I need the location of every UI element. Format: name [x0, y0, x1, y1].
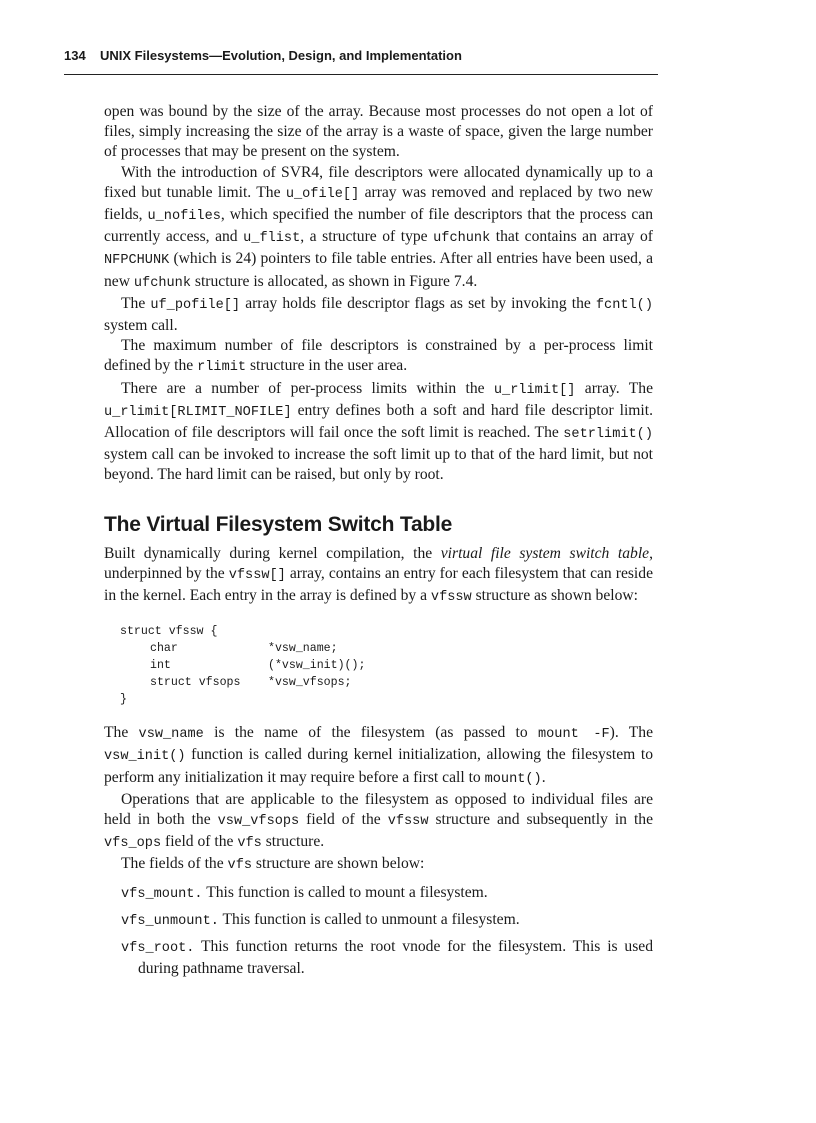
paragraph-vfssw-intro: Built dynamically during kernel compilation, the virtual file system switch table, underpinned by the vfssw[] array, contains an entry for each filesystem that can reside in the kernel. Each entry in the array is defined by a vfssw structure as shown below: [104, 544, 653, 606]
code-term: vfssw[] [228, 567, 286, 583]
code-term: fcntl() [595, 297, 653, 313]
code-term: ufchunk [433, 231, 491, 247]
list-item: vfs_root. This function returns the root vnode for the filesystem. This is used during pathname traversal. [121, 938, 653, 978]
code-line: struct vfsops *vsw_vfsops; [150, 676, 352, 690]
code-term: ufchunk [133, 275, 191, 291]
code-term: vfs_unmount. [121, 913, 219, 929]
code-term: setrlimit() [563, 427, 653, 443]
code-term: u_rlimit[] [493, 382, 576, 398]
code-listing-vfssw [120, 623, 653, 708]
paragraph-vfs-fields: The fields of the vfs structure are shown below: [121, 855, 425, 874]
code-term: u_rlimit[RLIMIT_NOFILE] [104, 404, 292, 420]
paragraph-array-size: open was bound by the size of the array. Because most processes do not open a lot of files, simply increasing the size of the array is a waste of space, given the large number of processes that may be present on the system. [104, 103, 653, 161]
code-term: vfssw [430, 590, 472, 606]
paragraph-rlimit: There are a number of per-process limits within the u_rlimit[] array. The u_rlimit[RLIMIT_NOFILE] entry defines both a soft and hard file descriptor limit. Allocation of file descriptors will fail once the soft limit is reached. The setrlimit() system call can be invoked to increase the soft limit up to that of the hard limit, but not beyond. The hard limit can be raised, but only by root. [104, 379, 653, 484]
code-term: mount() [484, 771, 542, 787]
code-term: u_flist [243, 231, 301, 247]
page-body [104, 102, 653, 985]
code-term: mount -F [537, 727, 610, 743]
code-term: vfs [227, 858, 253, 874]
code-line: char *vsw_name; [150, 642, 338, 656]
code-line: int (*vsw_init)(); [150, 659, 366, 673]
code-line: } [120, 693, 127, 707]
code-term: u_nofiles [147, 209, 221, 225]
code-term: uf_pofile[] [150, 297, 241, 313]
code-term: vfs [237, 836, 262, 852]
page-number: 134 [64, 48, 86, 63]
book-title: UNIX Filesystems—Evolution, Design, and Implementation [100, 48, 462, 63]
code-term: NFPCHUNK [104, 253, 170, 269]
paragraph-vfsops: Operations that are applicable to the filesystem as opposed to individual files are held in both the vsw_vfsops field of the vfssw structure and subsequently in the vfs_ops field of the vfs structure. [104, 790, 653, 852]
code-term: vsw_name [138, 727, 204, 743]
code-term: vfssw [387, 814, 429, 830]
paragraph-svr4-allocation: With the introduction of SVR4, file descriptors were allocated dynamically up to a fixed but tunable limit. The u_ofile[] array was removed and replaced by two new fields, u_nofiles, which specified the number of file descriptors that the process can currently access, and u_flist, a structure of type ufchunk that contains an array of NFPCHUNK (which is 24) pointers to file table entries. After all entries have been used, a new ufchunk structure is allocated, as shown in Figure 7.4. [104, 163, 653, 291]
paragraph-vsw-name: The vsw_name is the name of the filesystem (as passed to mount -F). The vsw_init() function is called during kernel initialization, allowing the filesystem to perform any initialization it may require before a first call to mount(). [104, 724, 653, 787]
code-term: u_ofile[] [285, 186, 360, 202]
code-term: vfs_ops [104, 836, 162, 852]
code-term: vsw_vfsops [217, 814, 300, 830]
code-term: rlimit [197, 360, 247, 376]
code-line: struct vfssw { [120, 625, 218, 639]
section-heading: The Virtual Filesystem Switch Table [104, 512, 453, 536]
list-item: vfs_mount. This function is called to mount a filesystem. [121, 883, 488, 902]
code-term: vfs_mount. [121, 886, 203, 902]
emphasis-term: virtual file system switch table [440, 544, 650, 562]
code-term: vsw_init() [104, 749, 186, 765]
paragraph-pofile: The uf_pofile[] array holds file descriptor flags as set by invoking the fcntl() system call. [104, 294, 653, 335]
code-term: vfs_root. [121, 941, 195, 957]
paragraph-max-descriptors: The maximum number of file descriptors is constrained by a per-process limit defined by the rlimit structure in the user area. [104, 337, 653, 376]
running-header [64, 48, 658, 75]
vfs-operations-list [104, 883, 653, 980]
list-item: vfs_unmount. This function is called to unmount a filesystem. [121, 910, 520, 929]
